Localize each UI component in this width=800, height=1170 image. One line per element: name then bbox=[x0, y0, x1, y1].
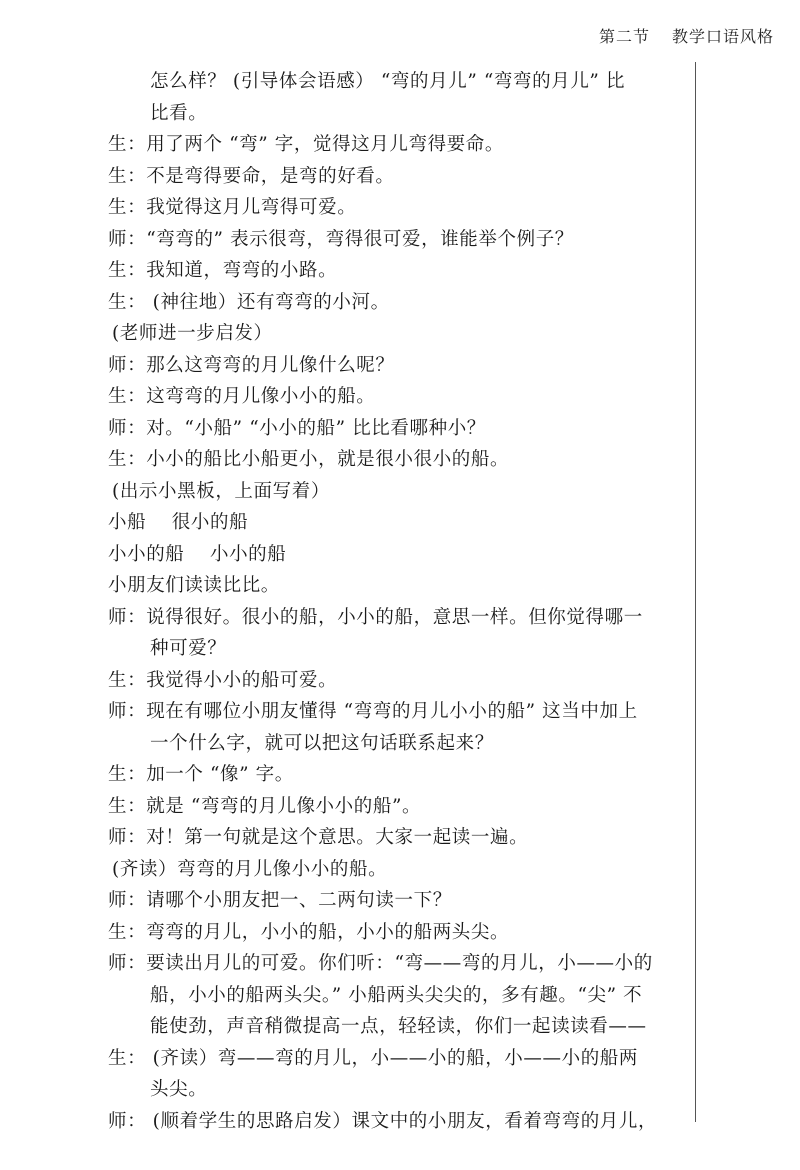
paragraph-line: 师：要读出月儿的可爱。你们听：“弯——弯的月儿，小——小的 bbox=[108, 953, 653, 974]
dialogue-paragraph bbox=[108, 476, 698, 508]
paragraph-continuation-line: 一个什么字，就可以把这句话联系起来？ bbox=[150, 732, 494, 754]
paragraph-line: 生： (齐读）弯——弯的月儿，小——小的船，小——小的船两 bbox=[108, 1047, 638, 1069]
page-body bbox=[108, 66, 698, 1137]
dialogue-paragraph bbox=[108, 602, 698, 665]
dialogue-paragraph bbox=[108, 1106, 698, 1138]
paragraph-line: 生：小小的船比小船更小，就是很小很小的船。 bbox=[108, 449, 510, 470]
dialogue-paragraph bbox=[108, 948, 698, 1043]
paragraph-line: 师：请哪个小朋友把一、二两句读一下？ bbox=[108, 890, 452, 911]
dialogue-paragraph bbox=[108, 161, 698, 193]
dialogue-paragraph bbox=[108, 129, 698, 161]
section-number: 第二节 bbox=[598, 27, 650, 46]
dialogue-paragraph bbox=[108, 287, 698, 319]
paragraph-continuation-line: 船，小小的船两头尖。” 小船两头尖尖的，多有趣。“尖” 不 bbox=[150, 984, 643, 1006]
dialogue-paragraph bbox=[108, 507, 698, 539]
paragraph-line: 师：说得很好。很小的船，小小的船，意思一样。但你觉得哪一 bbox=[108, 606, 643, 628]
paragraph-line: 师：“弯弯的” 表示很弯，弯得很可爱，谁能举个例子？ bbox=[108, 228, 574, 250]
dialogue-paragraph bbox=[108, 381, 698, 413]
dialogue-paragraph bbox=[108, 854, 698, 886]
dialogue-paragraph bbox=[108, 1043, 698, 1106]
paragraph-line: 师： (顺着学生的思路启发）课文中的小朋友，看着弯弯的月儿， bbox=[108, 1110, 658, 1132]
paragraph-line: 怎么样？ (引导体会语感） “弯的月儿” “弯弯的月儿” 比 bbox=[150, 71, 626, 92]
dialogue-paragraph bbox=[108, 791, 698, 823]
paragraph-continuation-line: 能使劲，声音稍微提高一点，轻轻读，你们一起读读看—— bbox=[150, 1016, 647, 1037]
dialogue-paragraph bbox=[108, 885, 698, 917]
paragraph-line: 生： (神往地）还有弯弯的小河。 bbox=[108, 291, 390, 313]
dialogue-paragraph bbox=[108, 224, 698, 256]
paragraph-line: 小小的船 小小的船 bbox=[108, 543, 287, 565]
dialogue-paragraph bbox=[108, 66, 698, 129]
dialogue-paragraph bbox=[108, 192, 698, 224]
dialogue-paragraph bbox=[108, 413, 698, 445]
paragraph-line: 小朋友们读读比比。 bbox=[108, 575, 280, 596]
dialogue-paragraph bbox=[108, 255, 698, 287]
paragraph-line: 小船 很小的船 bbox=[108, 512, 249, 533]
paragraph-line: 生：我知道，弯弯的小路。 bbox=[108, 260, 338, 281]
dialogue-paragraph bbox=[108, 696, 698, 759]
paragraph-line: 生：我觉得这月儿弯得可爱。 bbox=[108, 197, 357, 218]
paragraph-line: 生：弯弯的月儿，小小的船，小小的船两头尖。 bbox=[108, 921, 510, 943]
paragraph-line: 师：对。“小船” “小小的船” 比比看哪种小？ bbox=[108, 417, 486, 439]
paragraph-line: 生：就是 “弯弯的月儿像小小的船”。 bbox=[108, 795, 422, 817]
paragraph-continuation-line: 头尖。 bbox=[150, 1079, 208, 1100]
dialogue-paragraph bbox=[108, 665, 698, 697]
paragraph-line: 师：对！第一句就是这个意思。大家一起读一遍。 bbox=[108, 827, 529, 848]
dialogue-paragraph bbox=[108, 917, 698, 949]
paragraph-line: (老师进一步启发） bbox=[112, 323, 273, 344]
paragraph-line: (出示小黑板，上面写着） bbox=[112, 480, 330, 502]
dialogue-paragraph bbox=[108, 759, 698, 791]
paragraph-continuation-line: 比看。 bbox=[150, 102, 208, 124]
running-header bbox=[599, 24, 774, 47]
paragraph-line: 生：加一个 “像” 字。 bbox=[108, 764, 294, 785]
paragraph-continuation-line: 种可爱？ bbox=[150, 638, 227, 659]
paragraph-line: 师：那么这弯弯的月儿像什么呢？ bbox=[108, 354, 395, 376]
paragraph-line: (齐读）弯弯的月儿像小小的船。 bbox=[112, 858, 388, 880]
dialogue-paragraph bbox=[108, 570, 698, 602]
dialogue-paragraph bbox=[108, 350, 698, 382]
paragraph-line: 生：不是弯得要命，是弯的好看。 bbox=[108, 165, 395, 187]
dialogue-paragraph bbox=[108, 539, 698, 571]
paragraph-line: 生：这弯弯的月儿像小小的船。 bbox=[108, 386, 376, 407]
paragraph-line: 师：现在有哪位小朋友懂得 “弯弯的月儿小小的船” 这当中加上 bbox=[108, 701, 638, 722]
dialogue-paragraph bbox=[108, 444, 698, 476]
section-title: 教学口语风格 bbox=[671, 27, 774, 46]
dialogue-paragraph bbox=[108, 318, 698, 350]
dialogue-paragraph bbox=[108, 822, 698, 854]
paragraph-line: 生：我觉得小小的船可爱。 bbox=[108, 669, 338, 691]
paragraph-line: 生：用了两个 “弯” 字，觉得这月儿弯得要命。 bbox=[108, 134, 504, 155]
